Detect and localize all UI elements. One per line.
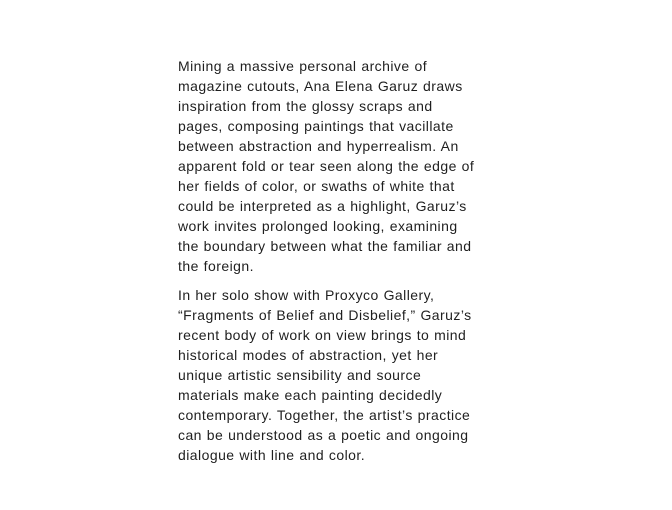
text-line: historical modes of abstraction, yet her bbox=[178, 347, 439, 363]
text-line: In her solo show with Proxyco Gallery, bbox=[178, 287, 435, 303]
text-line: magazine cutouts, Ana Elena Garuz draws bbox=[178, 78, 463, 94]
text-line: apparent fold or tear seen along the edge of bbox=[178, 158, 475, 174]
text-line: materials make each painting decidedly bbox=[178, 387, 443, 403]
text-line: dialogue with line and color. bbox=[178, 447, 366, 463]
text-line: recent body of work on view brings to mind bbox=[178, 327, 467, 343]
text-line: pages, composing paintings that vacillate bbox=[178, 118, 454, 134]
text-line: could be interpreted as a highlight, Garuz’s bbox=[178, 198, 467, 214]
text-line: contemporary. Together, the artist’s practice bbox=[178, 407, 471, 423]
text-line: between abstraction and hyperrealism. An bbox=[178, 138, 459, 154]
paragraph-intro bbox=[178, 56, 498, 276]
text-line: unique artistic sensibility and source bbox=[178, 367, 422, 383]
text-line: her fields of color, or swaths of white that bbox=[178, 178, 455, 194]
article-body bbox=[178, 56, 498, 465]
text-line: can be understood as a poetic and ongoing bbox=[178, 427, 469, 443]
text-line: Mining a massive personal archive of bbox=[178, 58, 428, 74]
text-line: the foreign. bbox=[178, 258, 254, 274]
text-line: the boundary between what the familiar and bbox=[178, 238, 472, 254]
text-line: inspiration from the glossy scraps and bbox=[178, 98, 433, 114]
text-line: “Fragments of Belief and Disbelief,” Garuz’s bbox=[178, 307, 472, 323]
paragraph-exhibition bbox=[178, 285, 498, 465]
text-line: work invites prolonged looking, examining bbox=[178, 218, 458, 234]
